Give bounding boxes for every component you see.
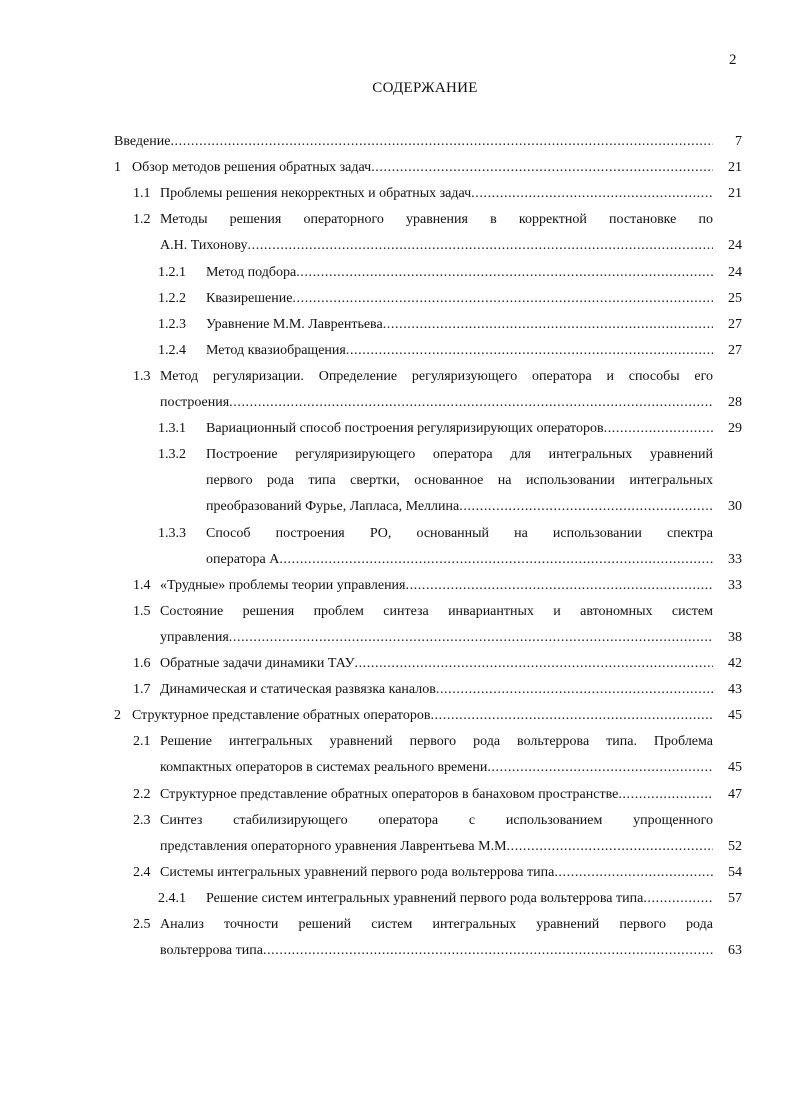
toc-page-number: 24 bbox=[728, 264, 742, 280]
toc-page-number: 52 bbox=[728, 838, 742, 854]
toc-entry-text bbox=[160, 837, 713, 857]
toc-line bbox=[0, 289, 797, 309]
toc-line bbox=[0, 628, 797, 648]
dot-leader bbox=[604, 419, 713, 439]
toc-entry-title: Обратные задачи динамики ТАУ bbox=[160, 656, 355, 671]
toc-line bbox=[0, 497, 797, 517]
toc-entry-title: Метод регуляризации. Определение регуляризующего оператора и способы его bbox=[160, 368, 713, 384]
toc-line bbox=[0, 210, 797, 230]
toc-line bbox=[0, 236, 797, 256]
dot-leader bbox=[487, 758, 713, 778]
toc-entry-title: Построение регуляризирующего оператора для интегральных уравнений bbox=[206, 447, 713, 463]
toc-line bbox=[0, 732, 797, 752]
toc-entry-title: управления bbox=[160, 629, 229, 645]
toc-entry-text bbox=[206, 289, 713, 309]
toc-entry-number: 2 bbox=[114, 708, 121, 724]
toc-entry-title: Способ построения РО, основанный на использовании спектра bbox=[206, 525, 713, 541]
toc-line bbox=[0, 785, 797, 805]
toc-line bbox=[0, 419, 797, 439]
toc-line bbox=[0, 315, 797, 335]
dot-leader bbox=[354, 654, 713, 674]
toc-entry-text bbox=[114, 132, 713, 152]
toc-entry-number: 2.4 bbox=[133, 864, 151, 880]
toc-entry-text bbox=[206, 550, 713, 570]
toc-entry-text bbox=[206, 315, 713, 335]
toc-page-number: 33 bbox=[728, 551, 742, 567]
toc-line bbox=[0, 680, 797, 700]
toc-entry-title: Анализ точности решений систем интегральных уравнений первого рода bbox=[160, 917, 713, 932]
toc-page-number: 43 bbox=[728, 682, 742, 698]
toc-entry-number: 1.2.2 bbox=[158, 290, 186, 306]
toc-entry-title: оператора А bbox=[206, 551, 280, 567]
toc-entry-text bbox=[206, 497, 713, 517]
toc-page-number: 21 bbox=[728, 160, 742, 176]
toc-entry-title: Системы интегральных уравнений первого рода вольтеррова типа bbox=[160, 864, 555, 880]
toc-entry-number: 2.4.1 bbox=[158, 890, 186, 906]
toc-entry-title: Решение интегральных уравнений первого рода вольтеррова типа. Проблема bbox=[160, 734, 713, 750]
toc-line bbox=[0, 576, 797, 596]
toc-page-number: 33 bbox=[728, 577, 742, 593]
toc-page-number: 27 bbox=[728, 316, 742, 332]
dot-leader bbox=[436, 680, 713, 700]
page-number: 2 bbox=[729, 52, 737, 68]
toc-line bbox=[0, 367, 797, 387]
toc-entry-text bbox=[206, 263, 713, 283]
toc-entry-title: «Трудные» проблемы теории управления bbox=[160, 577, 406, 593]
toc-entry-title: Методы решения операторного уравнения в корректной постановке по bbox=[160, 212, 713, 228]
dot-leader bbox=[279, 550, 713, 570]
dot-leader bbox=[170, 132, 713, 152]
toc-line bbox=[0, 654, 797, 674]
toc-page-number: 54 bbox=[728, 864, 742, 880]
toc-entry-text bbox=[160, 576, 713, 596]
toc-entry-text bbox=[160, 184, 713, 204]
toc-entry-title: Состояние решения проблем синтеза инвариантных и автономных систем bbox=[160, 603, 713, 619]
dot-leader bbox=[430, 706, 713, 726]
dot-leader bbox=[471, 184, 713, 204]
dot-leader bbox=[618, 785, 713, 805]
dot-leader bbox=[371, 158, 713, 178]
toc-entry-title: построения bbox=[160, 395, 230, 410]
toc-page-number: 24 bbox=[728, 238, 742, 254]
toc-entry-number: 1.6 bbox=[133, 656, 151, 671]
toc-entry-text bbox=[160, 236, 713, 256]
toc-entry-number: 1.3.1 bbox=[158, 421, 186, 437]
toc-entry-number: 1.7 bbox=[133, 682, 151, 698]
toc-entry-text bbox=[206, 889, 713, 909]
toc-line bbox=[0, 263, 797, 283]
toc-entry-title: Квазирешение bbox=[206, 290, 293, 306]
dot-leader bbox=[263, 941, 713, 961]
toc-entry-title: компактных операторов в системах реального времени bbox=[160, 760, 488, 776]
toc-entry-title: Вариационный способ построения регуляризирующих операторов bbox=[206, 421, 604, 437]
toc-entry-title: Введение bbox=[114, 134, 171, 149]
toc-line bbox=[0, 393, 797, 413]
toc-entry-title: вольтеррова типа bbox=[160, 943, 263, 959]
dot-leader bbox=[383, 315, 713, 335]
toc-entry-title: Решение систем интегральных уравнений первого рода вольтеррова типа bbox=[206, 890, 644, 906]
toc-line bbox=[0, 889, 797, 909]
toc-line bbox=[0, 706, 797, 726]
dot-leader bbox=[459, 497, 713, 517]
toc-entry-number: 1 bbox=[114, 160, 121, 176]
toc-entry-number: 1.3.3 bbox=[158, 525, 186, 541]
toc-entry-title: Метод квазиобращения bbox=[206, 342, 346, 358]
toc-entry-number: 1.3 bbox=[133, 368, 151, 384]
toc-line bbox=[0, 863, 797, 883]
dot-leader bbox=[507, 837, 713, 857]
toc-page-number: 25 bbox=[728, 290, 742, 306]
toc-line bbox=[0, 811, 797, 831]
dot-leader bbox=[229, 628, 713, 648]
toc-entry-number: 1.2.3 bbox=[158, 316, 186, 332]
toc-entry-title: Синтез стабилизирующего оператора с использованием упрощенного bbox=[160, 812, 713, 828]
toc-page-number: 45 bbox=[728, 760, 742, 776]
toc-line bbox=[0, 471, 797, 491]
toc-entry-number: 2.5 bbox=[133, 917, 151, 932]
toc-entry-title: Структурное представление обратных операторов в банаховом пространстве bbox=[160, 786, 619, 802]
toc-entry-title: Обзор методов решения обратных задач bbox=[132, 160, 372, 176]
toc-page-number: 42 bbox=[728, 656, 742, 671]
dot-leader bbox=[554, 863, 713, 883]
toc-page-number: 63 bbox=[728, 943, 742, 959]
toc-entry-number: 1.2.1 bbox=[158, 264, 186, 280]
toc-line bbox=[0, 445, 797, 465]
dot-leader bbox=[296, 263, 713, 283]
toc-entry-text bbox=[160, 628, 713, 648]
toc-page-number: 28 bbox=[728, 395, 742, 410]
toc-page-number: 21 bbox=[728, 186, 742, 202]
toc-line bbox=[0, 837, 797, 857]
toc-entry-title: А.Н. Тихонову bbox=[160, 238, 248, 254]
toc-entry-title: первого рода типа свертки, основанное на использовании интегральных bbox=[206, 473, 713, 489]
toc-entry-title: Метод подбора bbox=[206, 264, 297, 280]
toc-entry-title: Проблемы решения некорректных и обратных задач bbox=[160, 186, 472, 202]
toc-line bbox=[0, 524, 797, 544]
toc-entry-number: 1.2.4 bbox=[158, 342, 186, 358]
toc-line bbox=[0, 158, 797, 178]
dot-leader bbox=[292, 289, 713, 309]
toc-line bbox=[0, 941, 797, 961]
dot-leader bbox=[643, 889, 713, 909]
dot-leader bbox=[229, 393, 713, 413]
toc-entry-number: 1.3.2 bbox=[158, 447, 186, 463]
toc-entry-text bbox=[160, 758, 713, 778]
toc-page-number: 30 bbox=[728, 499, 742, 515]
toc-entry-number: 1.5 bbox=[133, 603, 151, 619]
dot-leader bbox=[248, 236, 713, 256]
toc-line bbox=[0, 758, 797, 778]
toc-entry-text bbox=[160, 654, 713, 674]
page-title: СОДЕРЖАНИЕ bbox=[372, 80, 478, 96]
toc-entry-text bbox=[132, 706, 713, 726]
toc-line bbox=[0, 550, 797, 570]
toc-line bbox=[0, 184, 797, 204]
toc-entry-number: 2.1 bbox=[133, 734, 151, 750]
toc-page-number: 7 bbox=[735, 134, 742, 149]
dot-leader bbox=[346, 341, 713, 361]
toc-line bbox=[0, 132, 797, 152]
toc-entry-title: представления операторного уравнения Лаврентьева М.М bbox=[160, 838, 507, 854]
toc-page-number: 29 bbox=[728, 421, 742, 437]
toc-line bbox=[0, 341, 797, 361]
toc-page-number: 45 bbox=[728, 708, 742, 724]
toc-page-number: 27 bbox=[728, 342, 742, 358]
toc-entry-text bbox=[160, 863, 713, 883]
toc-entry-number: 1.2 bbox=[133, 212, 151, 228]
toc-entry-number: 1.4 bbox=[133, 577, 151, 593]
toc-entry-number: 2.3 bbox=[133, 812, 151, 828]
toc-entry-title: Динамическая и статическая развязка каналов bbox=[160, 682, 436, 698]
toc-entry-text bbox=[160, 941, 713, 961]
toc-entry-title: Уравнение М.М. Лаврентьева bbox=[206, 316, 383, 332]
toc-entry-text bbox=[160, 680, 713, 700]
toc-entry-text bbox=[160, 785, 713, 805]
toc-entry-number: 1.1 bbox=[133, 186, 151, 202]
toc-page-number: 47 bbox=[728, 786, 742, 802]
toc-entry-title: преобразований Фурье, Лапласа, Меллина bbox=[206, 499, 460, 515]
toc-entry-text bbox=[160, 393, 713, 413]
toc-entry-text bbox=[206, 341, 713, 361]
toc-entry-title: Структурное представление обратных операторов bbox=[132, 708, 431, 724]
toc-entry-number: 2.2 bbox=[133, 786, 151, 802]
toc-entry-text bbox=[132, 158, 713, 178]
toc-page-number: 38 bbox=[728, 629, 742, 645]
toc-entry-text bbox=[206, 419, 713, 439]
dot-leader bbox=[406, 576, 714, 596]
toc-page-number: 57 bbox=[728, 890, 742, 906]
toc-line bbox=[0, 915, 797, 935]
toc-line bbox=[0, 602, 797, 622]
